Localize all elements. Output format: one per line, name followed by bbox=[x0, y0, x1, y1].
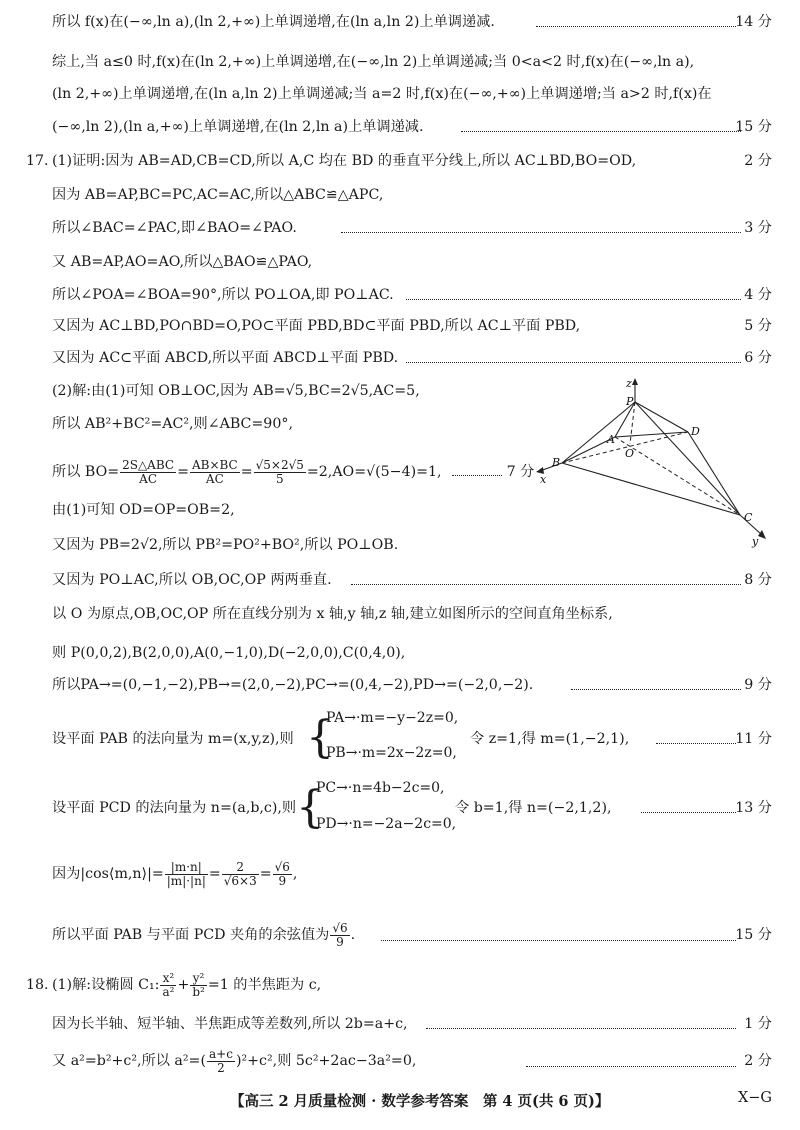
score: 7 分 bbox=[506, 464, 535, 480]
text-line bbox=[0, 10, 800, 34]
leader-dots bbox=[426, 1018, 736, 1029]
text-line bbox=[0, 1012, 800, 1036]
line-text: 又因为 PO⊥AC,所以 OB,OC,OP 两两垂直. bbox=[52, 572, 332, 588]
line-text: 又因为 AC⊥BD,PO∩BD=O,PO⊂平面 PBD,BD⊂平面 PBD,所以 AC⊥平面 PBD, bbox=[52, 318, 581, 334]
text-line bbox=[0, 50, 800, 74]
text-line bbox=[0, 857, 800, 891]
z-arrow-icon bbox=[632, 378, 638, 385]
equation: PC→·n=4b−2c=0, bbox=[316, 780, 445, 796]
text-line bbox=[0, 568, 800, 592]
denominator: b² bbox=[192, 984, 205, 999]
line-text: 又因为 PB=2√2,所以 PB²=PO²+BO²,所以 PO⊥OB. bbox=[52, 537, 399, 553]
text-line bbox=[0, 250, 800, 274]
fraction bbox=[120, 459, 176, 486]
line-text: =2,AO=√(5−4)=1, bbox=[306, 464, 442, 480]
leader-dots bbox=[526, 1056, 736, 1067]
fraction bbox=[273, 861, 292, 888]
score: 4 分 bbox=[744, 287, 772, 303]
edge-AD bbox=[615, 432, 688, 437]
y-arrow-icon bbox=[758, 530, 766, 539]
line-text: 所以 f(x)在(−∞,ln a),(ln 2,+∞)上单调递增,在(ln a,ln 2)上单调递减. bbox=[52, 14, 495, 30]
line-math bbox=[52, 455, 534, 489]
equation: PA→·m=−y−2z=0, bbox=[326, 710, 459, 726]
text-line bbox=[0, 602, 800, 626]
denominator: 9 bbox=[278, 873, 287, 888]
line-text: 所以∠BAC=∠PAC,即∠BAO=∠PAO. bbox=[52, 220, 297, 236]
denominator: a² bbox=[162, 984, 175, 999]
edge-PD bbox=[635, 402, 688, 432]
line-text: 因为长半轴、短半轴、半焦距成等差数列,所以 2b=a+c, bbox=[52, 1016, 408, 1032]
line-text: 综上,当 a≤0 时,f(x)在(ln 2,+∞)上单调递增,在(−∞,ln 2)上单调递减;当 0<a<2 时,f(x)在(−∞,ln a), bbox=[52, 54, 695, 70]
numerator: a+c bbox=[209, 1046, 233, 1061]
denominator: AC bbox=[205, 471, 224, 486]
line-text: =1 的半焦距为 c, bbox=[207, 977, 322, 993]
line-text: )²+c²,则 5c²+2ac−3a²=0, bbox=[235, 1053, 417, 1069]
denominator: AC bbox=[139, 471, 158, 486]
text-line bbox=[0, 216, 800, 240]
leader-dots bbox=[406, 352, 741, 363]
score: 5 分 bbox=[744, 318, 772, 334]
numerator: |m·n| bbox=[165, 861, 208, 875]
text-line bbox=[0, 918, 800, 952]
score: 3 分 bbox=[744, 220, 772, 236]
numerator: 2S△ABC bbox=[122, 457, 175, 472]
line-text: 所以∠POA=∠BOA=90°,所以 PO⊥OA,即 PO⊥AC. bbox=[52, 287, 394, 303]
text-line bbox=[0, 283, 800, 307]
leader-dots bbox=[571, 679, 741, 690]
line-text: 令 z=1,得 m=(1,−2,1), bbox=[470, 731, 630, 747]
line-text: 所以 AB²+BC²=AC²,则∠ABC=90°, bbox=[52, 416, 293, 432]
fraction bbox=[190, 459, 240, 486]
denominator: 2 bbox=[217, 1060, 225, 1075]
leader-dots bbox=[406, 289, 741, 300]
label-x: x bbox=[540, 473, 547, 486]
text-line bbox=[0, 149, 800, 173]
score: 11 分 bbox=[735, 731, 772, 747]
line-text: 令 b=1,得 n=(−2,1,2), bbox=[455, 800, 612, 816]
footer-code: X−G bbox=[737, 1090, 772, 1106]
line-text: , bbox=[292, 866, 298, 882]
leader-dots bbox=[341, 222, 741, 233]
line-text: (−∞,ln 2),(ln a,+∞)上单调递增,在(ln 2,ln a)上单调递减. bbox=[52, 119, 424, 135]
brace: { bbox=[306, 712, 334, 763]
leader-dots bbox=[351, 574, 741, 585]
numerator: √6 bbox=[332, 920, 348, 935]
fraction bbox=[190, 972, 207, 999]
line-text: 因为|cos⟨m,n⟩|= bbox=[52, 866, 164, 882]
line-text: 又 AB=AP,AO=AO,所以△BAO≌△PAO, bbox=[52, 254, 313, 270]
pyramid-figure bbox=[530, 375, 770, 550]
footer-title: 【高三 2 月质量检测 · 数学参考答案 第 4 页(共 6 页)】 bbox=[230, 1093, 610, 1110]
operator: = bbox=[240, 464, 253, 480]
text-line bbox=[0, 314, 800, 338]
leader-dots bbox=[452, 465, 502, 476]
denominator: 9 bbox=[336, 934, 344, 949]
label-B: B bbox=[552, 456, 561, 469]
leader-dots bbox=[381, 930, 736, 941]
text-line bbox=[0, 968, 800, 1002]
line-text: 因为 AB=AP,BC=PC,AC=AC,所以△ABC≌△APC, bbox=[52, 187, 384, 203]
fraction bbox=[330, 922, 349, 949]
line-math bbox=[52, 1044, 416, 1078]
line-text: . bbox=[350, 927, 356, 943]
numerator: y² bbox=[190, 972, 207, 986]
text-line bbox=[0, 673, 800, 697]
line-text: (1)解:设椭圆 C₁: bbox=[52, 977, 160, 993]
page-footer bbox=[0, 1090, 800, 1114]
score: 2 分 bbox=[744, 1053, 772, 1069]
label-C: C bbox=[744, 511, 753, 524]
line-text: 设平面 PCD 的法向量为 n=(a,b,c),则 bbox=[52, 800, 297, 816]
question-number: 18. bbox=[26, 977, 49, 993]
score: 15 分 bbox=[735, 119, 772, 135]
line-math bbox=[52, 857, 297, 891]
operator: = bbox=[259, 866, 272, 882]
label-P: P bbox=[626, 395, 634, 408]
label-A: A bbox=[607, 433, 615, 446]
edge-BC bbox=[562, 463, 740, 515]
score: 15 分 bbox=[735, 927, 772, 943]
operator: = bbox=[177, 464, 189, 480]
line-text: 设平面 PAB 的法向量为 m=(x,y,z),则 bbox=[52, 731, 294, 747]
line-text: 则 P(0,0,2),B(2,0,0),A(0,−1,0),D(−2,0,0),C(0,4,0), bbox=[52, 645, 406, 661]
edge-PC bbox=[635, 402, 740, 515]
edge-PO bbox=[630, 402, 635, 444]
leader-dots bbox=[461, 121, 741, 132]
fraction bbox=[207, 1048, 235, 1075]
brace: { bbox=[296, 782, 324, 833]
line-text: (1)证明:因为 AB=AD,CB=CD,所以 A,C 均在 BD 的垂直平分线上,所以 AC⊥BD,BO=OD, bbox=[52, 153, 637, 169]
text-line bbox=[0, 115, 800, 139]
equation: PB→·m=2x−2z=0, bbox=[326, 745, 457, 761]
operator: + bbox=[177, 977, 190, 993]
label-y: y bbox=[752, 535, 759, 548]
leader-dots bbox=[656, 733, 736, 744]
fraction bbox=[160, 972, 176, 999]
numerator: 2 bbox=[222, 861, 259, 875]
line-text: (ln 2,+∞)上单调递增,在(ln a,ln 2)上单调递减;当 a=2 时,f(x)在(−∞,+∞)上单调递增;当 a>2 时,f(x)在 bbox=[52, 86, 712, 102]
question-number: 17. bbox=[26, 153, 49, 169]
line-text: 所以PA→=(0,−1,−2),PB→=(2,0,−2),PC→=(0,4,−2),PD→=(−2,0,−2). bbox=[52, 677, 534, 693]
numerator: √6 bbox=[274, 859, 290, 874]
label-O: O bbox=[625, 447, 635, 460]
line-text: 所以平面 PAB 与平面 PCD 夹角的余弦值为 bbox=[52, 927, 330, 943]
denominator: 5 bbox=[275, 471, 284, 486]
label-D: D bbox=[691, 425, 700, 438]
text-line bbox=[0, 183, 800, 207]
numerator: √5×2√5 bbox=[255, 457, 304, 472]
equation: PD→·n=−2a−2c=0, bbox=[316, 816, 457, 832]
score: 13 分 bbox=[735, 800, 772, 816]
leader-dots bbox=[641, 802, 736, 813]
denominator: √6×3 bbox=[223, 873, 257, 888]
line-text: 又 a²=b²+c²,所以 a²=( bbox=[52, 1053, 206, 1069]
text-line bbox=[0, 641, 800, 665]
line-math bbox=[52, 918, 355, 952]
denominator: |m|·|n| bbox=[166, 873, 206, 888]
line-text: 所以 BO= bbox=[52, 464, 120, 480]
numerator: AB×BC bbox=[191, 457, 238, 472]
line-text: 又因为 AC⊂平面 ABCD,所以平面 ABCD⊥平面 PBD. bbox=[52, 350, 399, 366]
text-line bbox=[0, 346, 800, 370]
numerator: x² bbox=[160, 972, 176, 986]
line-text: 由(1)可知 OD=OP=OB=2, bbox=[52, 502, 235, 518]
score: 9 分 bbox=[744, 677, 772, 693]
line-text: (2)解:由(1)可知 OB⊥OC,因为 AB=√5,BC=2√5,AC=5, bbox=[52, 383, 420, 399]
text-line bbox=[0, 1044, 800, 1078]
line-math bbox=[52, 968, 321, 1002]
fraction bbox=[165, 861, 208, 888]
operator: = bbox=[208, 866, 221, 882]
fraction bbox=[254, 459, 306, 486]
label-z: z bbox=[626, 377, 632, 390]
score: 8 分 bbox=[744, 572, 772, 588]
score: 14 分 bbox=[735, 14, 772, 30]
leader-dots bbox=[536, 16, 736, 27]
fraction bbox=[222, 861, 259, 888]
line-text: 以 O 为原点,OB,OC,OP 所在直线分别为 x 轴,y 轴,z 轴,建立如图所示的空间直角坐标系, bbox=[52, 606, 613, 622]
score: 1 分 bbox=[744, 1016, 772, 1032]
score: 2 分 bbox=[744, 153, 772, 169]
text-line bbox=[0, 82, 800, 106]
score: 6 分 bbox=[744, 350, 772, 366]
